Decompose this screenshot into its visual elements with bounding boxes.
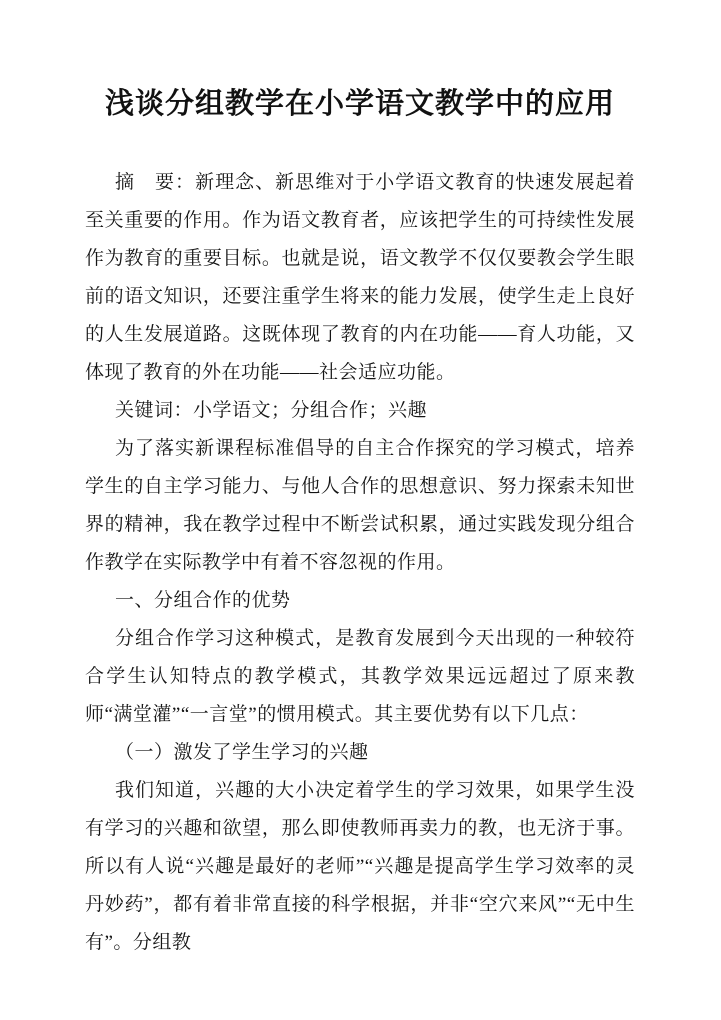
paragraph-abstract: 摘 要：新理念、新思维对于小学语文教育的快速发展起着至关重要的作用。作为语文教育者，应该把学生的可持续性发展作为教育的重要目标。也就是说，语文教学不仅仅要教会学生眼前的语文知识，还要注重学生将来的能力发展，使学生走上良好的人生发展道路。这既体现了教育的内在功能——育人功能，又体现了教育的外在功能——社会适应功能。	[85, 172, 635, 383]
paragraph-keywords: 关键词：小学语文；分组合作；兴趣	[115, 400, 428, 421]
document-title: 浅谈分组教学在小学语文教学中的应用	[104, 88, 615, 120]
paragraph-introduction: 为了落实新课程标准倡导的自主合作探究的学习模式，培养学生的自主学习能力、与他人合作的思想意识、努力探索未知世界的精神，我在教学过程中不断尝试积累，通过实践发现分组合作教学在实际教学中有着不容忽视的作用。	[85, 438, 635, 573]
paragraph-section-1-body: 分组合作学习这种模式，是教育发展到今天出现的一种较符合学生认知特点的教学模式，其教学效果远远超过了原来教师“满堂灌”“一言堂”的惯用模式。其主要优势有以下几点：	[85, 628, 635, 725]
subsection-heading-1-1: （一）激发了学生学习的兴趣	[115, 742, 369, 763]
paragraph-subsection-1-1-body: 我们知道，兴趣的大小决定着学生的学习效果，如果学生没有学习的兴趣和欲望，那么即使教师再卖力的教，也无济于事。所以有人说“兴趣是最好的老师”“兴趣是提高学生学习效率的灵丹妙药”，都有着非常直接的科学根据，并非“空穴来风”“无中生有”。分组教	[85, 780, 635, 953]
document-body	[85, 164, 635, 962]
section-heading-1: 一、分组合作的优势	[115, 590, 291, 611]
